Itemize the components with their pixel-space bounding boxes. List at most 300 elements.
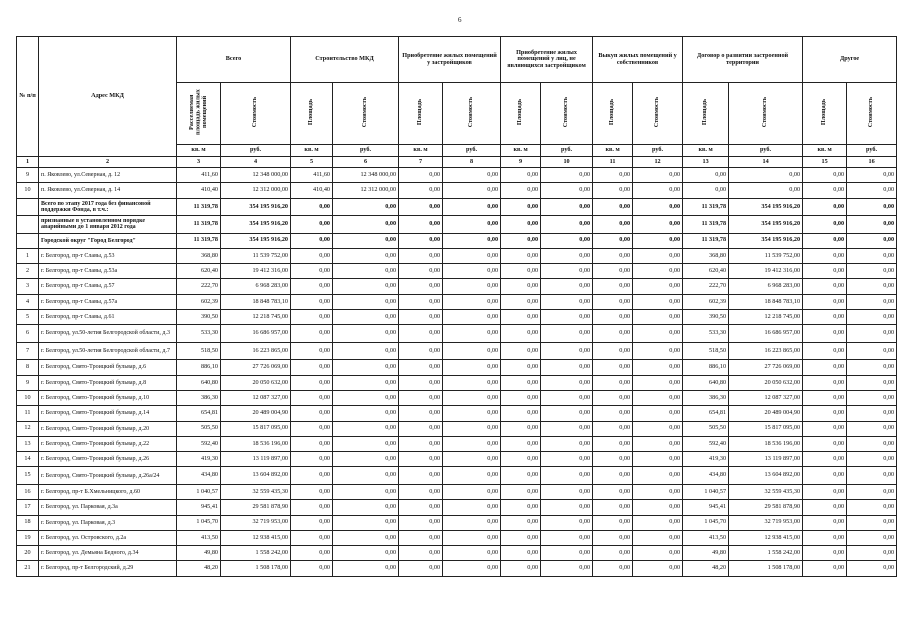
cell-area: 640,80 [177,375,221,390]
table-row [17,248,897,263]
column-number: 15 [803,157,847,168]
cell-area: 0,00 [399,233,443,248]
cell-cost: 0,00 [633,294,683,309]
cell-area: 0,00 [593,467,633,485]
cell-area: 0,00 [803,484,847,499]
cell-cost: 0,00 [633,183,683,198]
row-address: г. Белгород, ул. Парковая, д.3 [39,515,177,530]
subheader-area: Площадь [501,83,541,145]
cell-cost: 0,00 [443,310,501,325]
cell-area: 0,00 [593,436,633,451]
cell-cost: 0,00 [633,530,683,545]
cell-area: 0,00 [291,233,333,248]
cell-cost: 0,00 [633,360,683,375]
cell-cost: 0,00 [847,198,897,216]
cell-cost: 0,00 [443,325,501,343]
cell-area: 0,00 [803,436,847,451]
cell-area: 0,00 [501,360,541,375]
cell-area: 410,40 [177,183,221,198]
cell-area: 945,41 [177,500,221,515]
cell-area: 0,00 [593,515,633,530]
cell-cost: 0,00 [443,342,501,360]
row-address: г. Белгород, ул. Демьяна Бедного, д.34 [39,546,177,561]
table-row [17,390,897,405]
cell-cost: 15 817 095,00 [729,421,803,436]
cell-cost: 0,00 [443,168,501,183]
row-number: 4 [17,294,39,309]
cell-cost: 0,00 [443,375,501,390]
table-row [17,561,897,576]
cell-area: 368,80 [177,248,221,263]
cell-cost: 18 536 196,00 [221,436,291,451]
cell-area: 0,00 [803,248,847,263]
cell-area: 0,00 [399,294,443,309]
cell-cost: 0,00 [633,325,683,343]
subheader-first: Расселяемая площадь жилых помещений [177,83,221,145]
cell-area: 49,80 [683,546,729,561]
header-group: Договор о развитии застроенной территории [683,37,803,83]
cell-area: 0,00 [291,421,333,436]
cell-cost: 0,00 [847,421,897,436]
cell-area: 0,00 [593,310,633,325]
cell-area: 0,00 [501,233,541,248]
table-row [17,310,897,325]
cell-area: 518,50 [177,342,221,360]
cell-area: 0,00 [501,406,541,421]
cell-cost: 0,00 [541,390,593,405]
row-number: 16 [17,484,39,499]
cell-area: 0,00 [593,421,633,436]
cell-cost: 354 195 916,20 [729,198,803,216]
header-group: Всего [177,37,291,83]
cell-cost: 0,00 [847,310,897,325]
cell-area: 49,80 [177,546,221,561]
cell-area: 434,80 [177,467,221,485]
cell-area: 0,00 [803,390,847,405]
cell-cost: 0,00 [541,310,593,325]
cell-area: 0,00 [501,216,541,234]
table-row [17,168,897,183]
column-number: 4 [221,157,291,168]
cell-area: 0,00 [501,248,541,263]
cell-area: 0,00 [803,561,847,576]
row-address: г. Белгород, пр-т Славы, д.57 [39,279,177,294]
cell-area: 886,10 [683,360,729,375]
cell-cost: 0,00 [541,515,593,530]
unit-area: кв. м [803,145,847,157]
cell-area: 0,00 [399,484,443,499]
cell-area: 0,00 [399,183,443,198]
subheader-area: Площадь [683,83,729,145]
cell-cost: 0,00 [633,467,683,485]
table-row [17,452,897,467]
table-row [17,375,897,390]
cell-area: 222,70 [683,279,729,294]
cell-cost: 16 686 957,00 [221,325,291,343]
cell-cost: 13 119 897,00 [729,452,803,467]
cell-cost: 0,00 [633,390,683,405]
cell-cost: 0,00 [333,325,399,343]
cell-cost: 1 508 178,00 [221,561,291,576]
cell-area: 0,00 [399,530,443,545]
cell-cost: 0,00 [847,467,897,485]
cell-cost: 11 539 752,00 [729,248,803,263]
cell-cost: 19 412 316,00 [729,264,803,279]
unit-cost: руб. [221,145,291,157]
cell-area: 620,40 [683,264,729,279]
cell-area: 654,81 [683,406,729,421]
cell-area: 411,60 [291,168,333,183]
cell-area: 386,30 [177,390,221,405]
cell-cost: 0,00 [443,233,501,248]
cell-cost: 0,00 [847,216,897,234]
cell-area: 419,30 [177,452,221,467]
cell-cost: 354 195 916,20 [221,233,291,248]
cell-cost: 0,00 [633,264,683,279]
cell-cost: 0,00 [633,342,683,360]
row-number: 5 [17,310,39,325]
cell-cost: 0,00 [443,183,501,198]
row-number: 3 [17,279,39,294]
cell-area: 0,00 [593,264,633,279]
cell-cost: 12 218 745,00 [729,310,803,325]
table-row [17,515,897,530]
row-address: г. Белгород, Свято-Троицкий бульвар, д.22 [39,436,177,451]
cell-cost: 0,00 [541,546,593,561]
cell-cost: 0,00 [541,561,593,576]
cell-cost: 0,00 [443,467,501,485]
row-address: г. Белгород, ул.50-летия Белгородской области, д.7 [39,342,177,360]
cell-area: 0,00 [593,279,633,294]
cell-area: 0,00 [803,294,847,309]
cell-area: 0,00 [399,515,443,530]
cell-area: 48,20 [683,561,729,576]
cell-area: 0,00 [501,452,541,467]
cell-cost: 354 195 916,20 [221,216,291,234]
cell-cost: 0,00 [541,342,593,360]
cell-cost: 0,00 [847,546,897,561]
cell-area: 0,00 [593,233,633,248]
cell-area: 434,80 [683,467,729,485]
subheader-area: Площадь [291,83,333,145]
cell-cost: 0,00 [847,183,897,198]
cell-area: 0,00 [593,183,633,198]
cell-cost: 0,00 [443,390,501,405]
cell-cost: 0,00 [847,452,897,467]
cell-cost: 0,00 [541,216,593,234]
cell-cost: 0,00 [633,500,683,515]
row-address: п. Яковлево, ул.Северная, д. 12 [39,168,177,183]
cell-area: 0,00 [291,264,333,279]
cell-area: 0,00 [291,406,333,421]
column-number: 14 [729,157,803,168]
row-number [17,216,39,234]
cell-cost: 0,00 [333,279,399,294]
subheader-cost: Стоимость [729,83,803,145]
row-address: г. Белгород, пр-т Славы, д.57а [39,294,177,309]
cell-area: 0,00 [501,436,541,451]
cell-cost: 0,00 [541,375,593,390]
cell-area: 0,00 [399,406,443,421]
cell-cost: 354 195 916,20 [729,233,803,248]
cell-cost: 0,00 [443,546,501,561]
cell-cost: 0,00 [633,421,683,436]
cell-area: 0,00 [593,452,633,467]
cell-cost: 19 412 316,00 [221,264,291,279]
cell-cost: 0,00 [443,248,501,263]
table-row [17,467,897,485]
cell-area: 0,00 [593,484,633,499]
cell-area: 0,00 [501,500,541,515]
cell-area: 0,00 [593,360,633,375]
cell-area: 0,00 [501,279,541,294]
cell-area: 0,00 [593,561,633,576]
cell-cost: 0,00 [333,390,399,405]
cell-cost: 0,00 [333,294,399,309]
cell-cost: 0,00 [633,452,683,467]
header-address: Адрес МКД [39,37,177,157]
row-number: 19 [17,530,39,545]
cell-cost: 0,00 [541,279,593,294]
cell-area: 0,00 [593,325,633,343]
row-address: г. Белгород, Свято-Троицкий бульвар, д.26а/24 [39,467,177,485]
column-numbers-row [17,157,897,168]
row-address: Всего по этапу 2017 года без финансовой поддержки Фонда, в т.ч.: [39,198,177,216]
row-address: г. Белгород, Свято-Троицкий бульвар, д.26 [39,452,177,467]
cell-area: 0,00 [501,325,541,343]
cell-cost: 0,00 [633,406,683,421]
cell-area: 0,00 [501,561,541,576]
cell-cost: 0,00 [541,452,593,467]
cell-cost: 0,00 [333,375,399,390]
cell-area: 0,00 [291,279,333,294]
cell-area: 0,00 [501,467,541,485]
cell-cost: 0,00 [847,530,897,545]
unit-area: кв. м [501,145,541,157]
cell-cost: 0,00 [333,530,399,545]
cell-area: 0,00 [501,421,541,436]
cell-cost: 0,00 [541,168,593,183]
cell-cost: 0,00 [847,342,897,360]
cell-area: 0,00 [593,500,633,515]
cell-area: 1 040,57 [683,484,729,499]
cell-cost: 0,00 [443,561,501,576]
unit-cost: руб. [729,145,803,157]
cell-cost: 0,00 [541,360,593,375]
row-address: г. Белгород, пр-т Б.Хмельницкого, д.60 [39,484,177,499]
row-address: г. Белгород, пр-т Славы, д.53 [39,248,177,263]
cell-area: 11 319,78 [177,216,221,234]
cell-area: 0,00 [803,500,847,515]
cell-area: 0,00 [291,325,333,343]
row-number: 21 [17,561,39,576]
cell-cost: 0,00 [633,310,683,325]
cell-cost: 0,00 [333,421,399,436]
row-address: г. Белгород, Свято-Троицкий бульвар, д.6 [39,360,177,375]
column-number: 6 [333,157,399,168]
cell-area: 0,00 [399,500,443,515]
cell-cost: 0,00 [633,484,683,499]
cell-area: 0,00 [501,198,541,216]
cell-area: 0,00 [399,436,443,451]
cell-cost: 12 938 415,00 [221,530,291,545]
cell-cost: 27 726 069,00 [729,360,803,375]
cell-area: 11 319,78 [683,233,729,248]
row-number: 15 [17,467,39,485]
row-number [17,233,39,248]
cell-cost: 0,00 [541,248,593,263]
cell-cost: 0,00 [541,500,593,515]
cell-cost: 0,00 [847,500,897,515]
cell-cost: 0,00 [333,515,399,530]
cell-area: 505,50 [177,421,221,436]
cell-area: 0,00 [803,216,847,234]
cell-cost: 0,00 [541,183,593,198]
cell-area: 0,00 [291,561,333,576]
subheader-area: Площадь [803,83,847,145]
cell-cost: 13 119 897,00 [221,452,291,467]
cell-cost: 0,00 [847,406,897,421]
column-number: 12 [633,157,683,168]
cell-cost: 12 087 327,00 [729,390,803,405]
cell-cost: 0,00 [333,546,399,561]
cell-cost: 32 559 435,30 [729,484,803,499]
cell-cost: 0,00 [443,216,501,234]
cell-area: 11 319,78 [177,233,221,248]
header-group: Строительство МКД [291,37,399,83]
cell-cost: 0,00 [333,436,399,451]
table-row [17,546,897,561]
subheader-cost: Стоимость [443,83,501,145]
table-row [17,421,897,436]
cell-area: 390,50 [683,310,729,325]
unit-cost: руб. [443,145,501,157]
column-number: 9 [501,157,541,168]
cell-area: 0,00 [291,515,333,530]
cell-area: 0,00 [399,452,443,467]
cell-area: 0,00 [291,500,333,515]
cell-cost: 0,00 [541,406,593,421]
cell-area: 390,50 [177,310,221,325]
cell-area: 0,00 [399,421,443,436]
cell-cost: 27 726 069,00 [221,360,291,375]
row-address: г. Белгород, Свято-Троицкий бульвар, д.8 [39,375,177,390]
cell-area: 413,50 [683,530,729,545]
cell-cost: 0,00 [333,310,399,325]
cell-cost: 0,00 [633,198,683,216]
cell-area: 368,80 [683,248,729,263]
row-number: 14 [17,452,39,467]
cell-area: 0,00 [803,467,847,485]
column-number: 5 [291,157,333,168]
cell-cost: 0,00 [333,216,399,234]
cell-cost: 0,00 [443,279,501,294]
cell-area: 0,00 [501,168,541,183]
column-number: 3 [177,157,221,168]
header-group: Приобретение жилых помещений у лиц, не являющихся застройщиком [501,37,593,83]
cell-cost: 0,00 [333,264,399,279]
cell-area: 886,10 [177,360,221,375]
subheader-cost: Стоимость [333,83,399,145]
cell-cost: 32 559 435,30 [221,484,291,499]
table-row [17,484,897,499]
cell-area: 0,00 [803,183,847,198]
cell-cost: 0,00 [847,279,897,294]
table-row [17,264,897,279]
cell-cost: 0,00 [443,264,501,279]
cell-area: 505,50 [683,421,729,436]
cell-cost: 0,00 [847,375,897,390]
cell-area: 602,39 [683,294,729,309]
cell-cost: 0,00 [633,375,683,390]
cell-cost: 0,00 [729,183,803,198]
cell-area: 654,81 [177,406,221,421]
cell-area: 0,00 [803,279,847,294]
cell-area: 11 319,78 [683,198,729,216]
cell-cost: 29 581 878,90 [729,500,803,515]
unit-cost: руб. [541,145,593,157]
cell-cost: 1 558 242,00 [729,546,803,561]
cell-area: 518,50 [683,342,729,360]
cell-area: 222,70 [177,279,221,294]
cell-cost: 0,00 [847,436,897,451]
cell-area: 0,00 [291,360,333,375]
cell-cost: 0,00 [443,436,501,451]
cell-cost: 15 817 095,00 [221,421,291,436]
table-row [17,500,897,515]
cell-area: 0,00 [593,375,633,390]
cell-area: 0,00 [291,216,333,234]
cell-area: 0,00 [501,515,541,530]
cell-area: 0,00 [501,546,541,561]
row-number: 9 [17,375,39,390]
cell-area: 0,00 [803,360,847,375]
cell-area: 0,00 [803,342,847,360]
row-number: 10 [17,183,39,198]
cell-area: 533,30 [683,325,729,343]
cell-area: 0,00 [291,375,333,390]
cell-cost: 0,00 [847,360,897,375]
cell-cost: 12 218 745,00 [221,310,291,325]
header-group: Другое [803,37,897,83]
cell-cost: 12 087 327,00 [221,390,291,405]
cell-area: 0,00 [593,342,633,360]
cell-cost: 29 581 878,90 [221,500,291,515]
cell-area: 0,00 [399,198,443,216]
cell-cost: 0,00 [633,546,683,561]
cell-cost: 0,00 [633,515,683,530]
cell-cost: 20 050 632,00 [729,375,803,390]
cell-area: 0,00 [291,530,333,545]
column-number: 2 [39,157,177,168]
cell-area: 0,00 [803,233,847,248]
cell-area: 0,00 [399,248,443,263]
table-row [17,530,897,545]
unit-area: кв. м [683,145,729,157]
cell-area: 0,00 [501,390,541,405]
cell-area: 410,40 [291,183,333,198]
cell-area: 0,00 [291,484,333,499]
cell-cost: 0,00 [333,233,399,248]
unit-cost: руб. [633,145,683,157]
cell-area: 0,00 [501,530,541,545]
table-row [17,360,897,375]
column-number: 10 [541,157,593,168]
cell-area: 1 045,70 [177,515,221,530]
cell-area: 0,00 [593,248,633,263]
cell-area: 0,00 [803,515,847,530]
cell-cost: 0,00 [333,500,399,515]
